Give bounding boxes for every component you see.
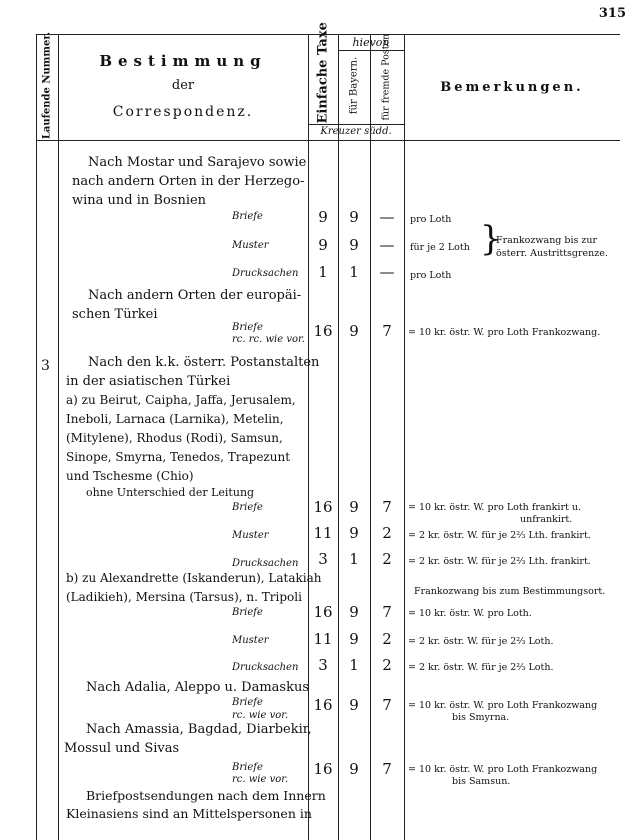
s5-line2: Mossul und Sivas: [64, 741, 180, 756]
s4-simple: 16: [313, 696, 333, 714]
s3a-muster-foreign: 2: [382, 524, 392, 542]
s3b-druck-label: Drucksachen: [232, 662, 299, 673]
s5-briefe-sub: rc. wie vor.: [232, 774, 289, 785]
s3a-briefe-bavaria: 9: [349, 498, 359, 516]
s5-line1: Nach Amassia, Bagdad, Diarbekir,: [86, 722, 312, 737]
s5-foreign: 7: [382, 760, 392, 778]
s3a-druck-bavaria: 1: [349, 550, 359, 568]
s4-remark: = 10 kr. östr. W. pro Loth Frankozwang: [408, 700, 598, 711]
s3a-briefe-remark: = 10 kr. östr. W. pro Loth frankirt u.: [408, 502, 581, 513]
s3-line2: in der asiatischen Türkei: [66, 374, 231, 389]
s6-line1: Briefpostsendungen nach dem Innern: [86, 788, 326, 803]
s3a-muster-label: Muster: [232, 530, 269, 541]
s1-brace-note-1: Frankozwang bis zur: [496, 235, 598, 246]
s2-remark: = 10 kr. östr. W. pro Loth Frankozwang.: [408, 327, 601, 338]
s1-line3: wina und in Bosnien: [72, 193, 207, 208]
s4-foreign: 7: [382, 696, 392, 714]
s3-line3: a) zu Beirut, Caipha, Jaffa, Jerusalem,: [66, 393, 296, 407]
destination-sub: Correspondenz.: [112, 104, 254, 120]
s3a-druck-label: Drucksachen: [232, 558, 299, 569]
s3b-druck-foreign: 2: [382, 656, 392, 674]
s3b-line2: (Ladikieh), Mersina (Tarsus), n. Tripoli: [66, 590, 302, 604]
s5-briefe-label: Briefe: [232, 762, 263, 773]
rule-kreuzer: [308, 124, 404, 125]
s3b-briefe-foreign: 7: [382, 603, 392, 621]
rule-destination: [308, 34, 309, 840]
rule-left: [36, 34, 37, 840]
s1-brace: }: [480, 219, 502, 259]
s1-line1: Nach Mostar und Sarajevo sowie: [88, 155, 307, 170]
s3a-druck-foreign: 2: [382, 550, 392, 568]
destination-der: der: [171, 78, 195, 93]
s4-briefe-sub: rc. wie vor.: [232, 710, 289, 721]
s4-bavaria: 9: [349, 696, 359, 714]
s3b-muster-simple: 11: [313, 630, 333, 648]
col-number-header: Laufende Nummer.: [41, 31, 53, 140]
s1-muster-bavaria: 9: [349, 236, 359, 254]
row-number: 3: [41, 358, 50, 374]
s3b-briefe-remark: = 10 kr. östr. W. pro Loth.: [408, 608, 532, 619]
hievon-label: hievon: [352, 36, 390, 49]
s2-briefe-label: Briefe: [232, 322, 263, 333]
page-number: 315: [598, 6, 626, 21]
s3a-muster-simple: 11: [313, 524, 333, 542]
s4-briefe-label: Briefe: [232, 697, 263, 708]
simple-tax-header: Einfache Taxe: [315, 22, 331, 124]
s3b-briefe-label: Briefe: [232, 607, 263, 618]
rule-simple: [338, 34, 339, 840]
s1-druck-foreign: —: [379, 263, 395, 281]
s1-briefe-remark: pro Loth: [410, 214, 452, 225]
s1-briefe-bavaria: 9: [349, 208, 359, 226]
s1-muster-foreign: —: [379, 236, 395, 254]
s3-line6: Sinope, Smyrna, Tenedos, Trapezunt: [66, 450, 291, 464]
s1-muster-label: Muster: [232, 240, 269, 251]
s1-druck-simple: 1: [318, 263, 328, 281]
s3b-muster-remark: = 2 kr. östr. W. für je 2⅔ Loth.: [408, 636, 554, 647]
s2-foreign: 7: [382, 322, 392, 340]
s2-line2: schen Türkei: [72, 307, 158, 322]
destination-title: Bestimmung: [99, 52, 267, 70]
s3a-briefe-label: Briefe: [232, 502, 263, 513]
s5-simple: 16: [313, 760, 333, 778]
s3a-muster-remark: = 2 kr. östr. W. für je 2⅔ Lth. frankirt.: [408, 530, 591, 541]
rule-number: [58, 34, 59, 840]
s3a-briefe-foreign: 7: [382, 498, 392, 516]
s2-line1: Nach andern Orten der europäi-: [88, 288, 302, 303]
s2-simple: 16: [313, 322, 333, 340]
s1-druck-bavaria: 1: [349, 263, 359, 281]
s1-muster-simple: 9: [318, 236, 328, 254]
foreign-header: für fremde Posten: [380, 33, 392, 121]
s3-line4: Ineboli, Larnaca (Larnika), Metelin,: [66, 412, 284, 426]
s3a-druck-remark: = 2 kr. östr. W. für je 2⅔ Lth. frankirt.: [408, 556, 591, 567]
s3a-briefe-simple: 16: [313, 498, 333, 516]
s4-remark2: bis Smyrna.: [452, 712, 510, 723]
s3b-note: Frankozwang bis zum Bestimmungsort.: [414, 586, 606, 597]
s2-briefe-sub: rc. rc. wie vor.: [232, 334, 305, 345]
s1-muster-remark: für je 2 Loth: [410, 242, 470, 253]
s3b-briefe-bavaria: 9: [349, 603, 359, 621]
s1-briefe-simple: 9: [318, 208, 328, 226]
s3-line8: ohne Unterschied der Leitung: [86, 486, 255, 499]
s1-druck-label: Drucksachen: [232, 268, 299, 279]
s1-line2: nach andern Orten in der Herzego-: [72, 174, 305, 189]
bavaria-header: für Bayern.: [348, 56, 360, 115]
s3a-briefe-remark2: unfrankirt.: [520, 514, 573, 525]
s3b-muster-foreign: 2: [382, 630, 392, 648]
s6-line2: Kleinasiens sind an Mittelspersonen in: [66, 806, 312, 821]
s1-brace-note-2: österr. Austrittsgrenze.: [496, 248, 608, 259]
rule-foreign: [404, 34, 405, 840]
s3a-druck-simple: 3: [318, 550, 328, 568]
s2-bavaria: 9: [349, 322, 359, 340]
kreuzer-label: Kreuzer südd.: [320, 126, 392, 137]
s3b-druck-simple: 3: [318, 656, 328, 674]
s1-briefe-label: Briefe: [232, 211, 263, 222]
s3b-briefe-simple: 16: [313, 603, 333, 621]
s5-remark: = 10 kr. östr. W. pro Loth Frankozwang: [408, 764, 598, 775]
s3a-muster-bavaria: 9: [349, 524, 359, 542]
s3b-muster-label: Muster: [232, 635, 269, 646]
s3b-line1: b) zu Alexandrette (Iskanderun), Latakiah: [66, 571, 322, 585]
s3b-druck-remark: = 2 kr. östr. W. für je 2⅔ Loth.: [408, 662, 554, 673]
s3-line7: und Tschesme (Chio): [66, 469, 194, 483]
s5-bavaria: 9: [349, 760, 359, 778]
rule-header-bottom: [36, 140, 620, 141]
s4-line1: Nach Adalia, Aleppo u. Damaskus: [86, 680, 310, 695]
s3-line1: Nach den k.k. österr. Postanstalten: [88, 355, 320, 370]
remarks-header: Bemerkungen.: [440, 80, 584, 95]
s5-remark2: bis Samsun.: [452, 776, 511, 787]
rule-bavaria: [370, 34, 371, 840]
s3b-druck-bavaria: 1: [349, 656, 359, 674]
s1-briefe-foreign: —: [379, 208, 395, 226]
s3b-muster-bavaria: 9: [349, 630, 359, 648]
s3-line5: (Mitylene), Rhodus (Rodi), Samsun,: [66, 431, 283, 445]
s1-druck-remark: pro Loth: [410, 270, 452, 281]
